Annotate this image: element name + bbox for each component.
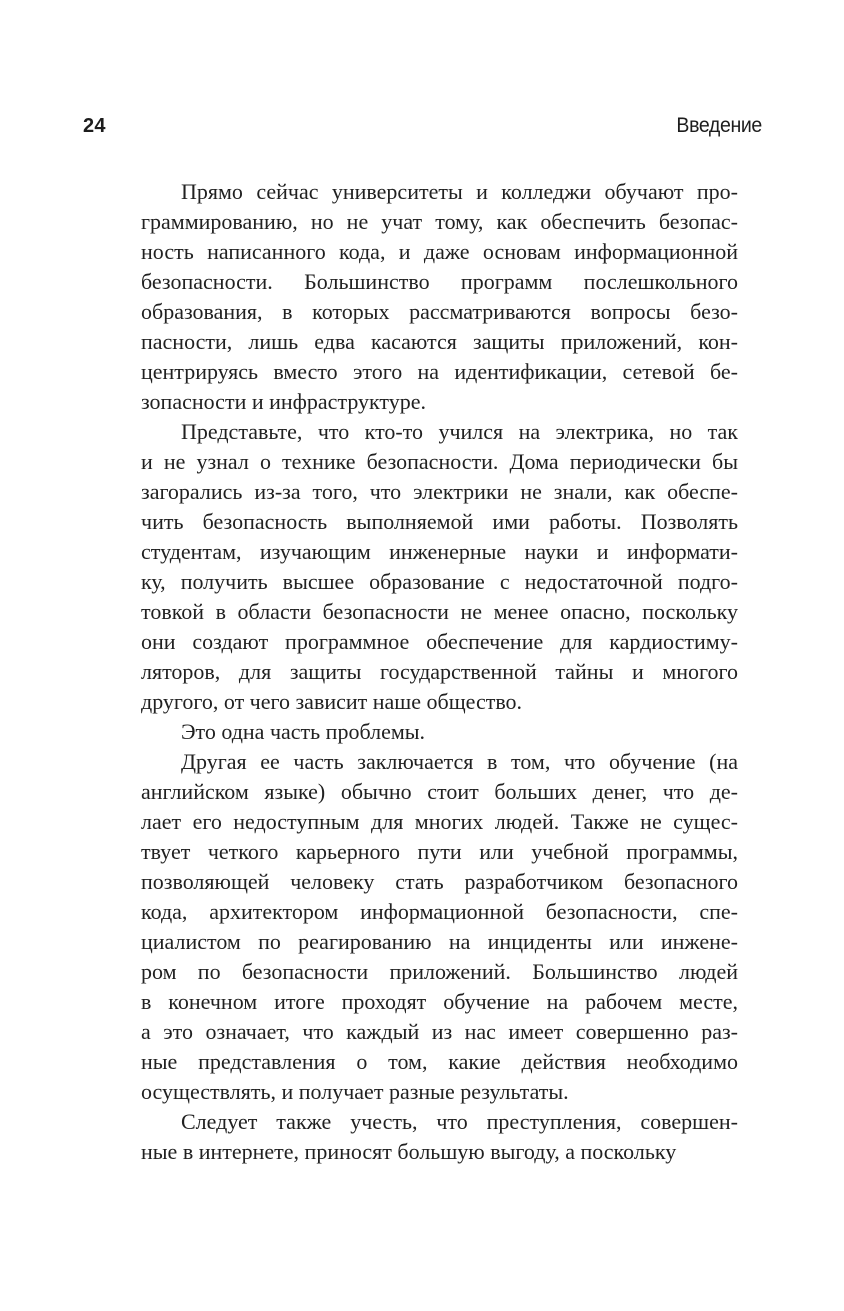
text-line: твует четкого карьерного пути или учебной программы, <box>141 839 738 864</box>
text-line: лает его недоступным для многих людей. Также не сущес- <box>141 809 738 834</box>
page-body <box>141 177 738 1167</box>
text-line: они создают программное обеспечение для кардиостиму- <box>141 629 738 654</box>
text-line: загорались из-за того, что электрики не знали, как обеспе- <box>141 479 738 504</box>
text-line: ку, получить высшее образование с недостаточной подго- <box>141 569 738 594</box>
text-line: чить безопасность выполняемой ими работы. Позволять <box>141 509 738 534</box>
text-line: пасности, лишь едва касаются защиты приложений, кон- <box>141 329 738 354</box>
text-line: Это одна часть проблемы. <box>181 719 426 744</box>
text-line: Представьте, что кто-то учился на электрика, но так <box>181 419 738 444</box>
text-line: ром по безопасности приложений. Большинство людей <box>141 959 738 984</box>
text-line: Прямо сейчас университеты и колледжи обучают про- <box>181 179 738 204</box>
text-line: английском языке) обычно стоит больших денег, что де- <box>141 779 738 804</box>
text-line: безопасности. Большинство программ послешкольного <box>141 269 738 294</box>
text-line: другого, от чего зависит наше общество. <box>141 689 523 714</box>
text-line: и не узнал о технике безопасности. Дома периодически бы <box>141 449 738 474</box>
text-line: зопасности и инфраструктуре. <box>141 389 427 414</box>
text-line: ные представления о том, какие действия необходимо <box>141 1049 738 1074</box>
text-line: студентам, изучающим инженерные науки и информати- <box>141 539 738 564</box>
text-line: товкой в области безопасности не менее опасно, поскольку <box>141 599 738 624</box>
text-line: ляторов, для защиты государственной тайны и многого <box>141 659 738 684</box>
text-line: образования, в которых рассматриваются вопросы безо- <box>141 299 738 324</box>
text-line: кода, архитектором информационной безопасности, спе- <box>141 899 738 924</box>
text-line: Другая ее часть заключается в том, что обучение (на <box>181 749 738 774</box>
text-line: а это означает, что каждый из нас имеет совершенно раз- <box>141 1019 738 1044</box>
text-line: ные в интернете, приносят большую выгоду, а поскольку <box>141 1139 677 1164</box>
text-line: ность написанного кода, и даже основам информационной <box>141 239 738 264</box>
running-header <box>83 114 762 142</box>
text-line: в конечном итоге проходят обучение на рабочем месте, <box>141 989 738 1014</box>
page-number: 24 <box>83 115 106 137</box>
text-line: осуществлять, и получает разные результаты. <box>141 1079 569 1104</box>
text-line: граммированию, но не учат тому, как обеспечить безопас- <box>141 209 738 234</box>
text-line: Следует также учесть, что преступления, совершен- <box>181 1109 738 1134</box>
text-line: циалистом по реагированию на инциденты или инжене- <box>141 929 738 954</box>
chapter-running-title: Введение <box>676 114 762 137</box>
text-line: центрируясь вместо этого на идентификации, сетевой бе- <box>141 359 738 384</box>
text-line: позволяющей человеку стать разработчиком безопасного <box>141 869 738 894</box>
